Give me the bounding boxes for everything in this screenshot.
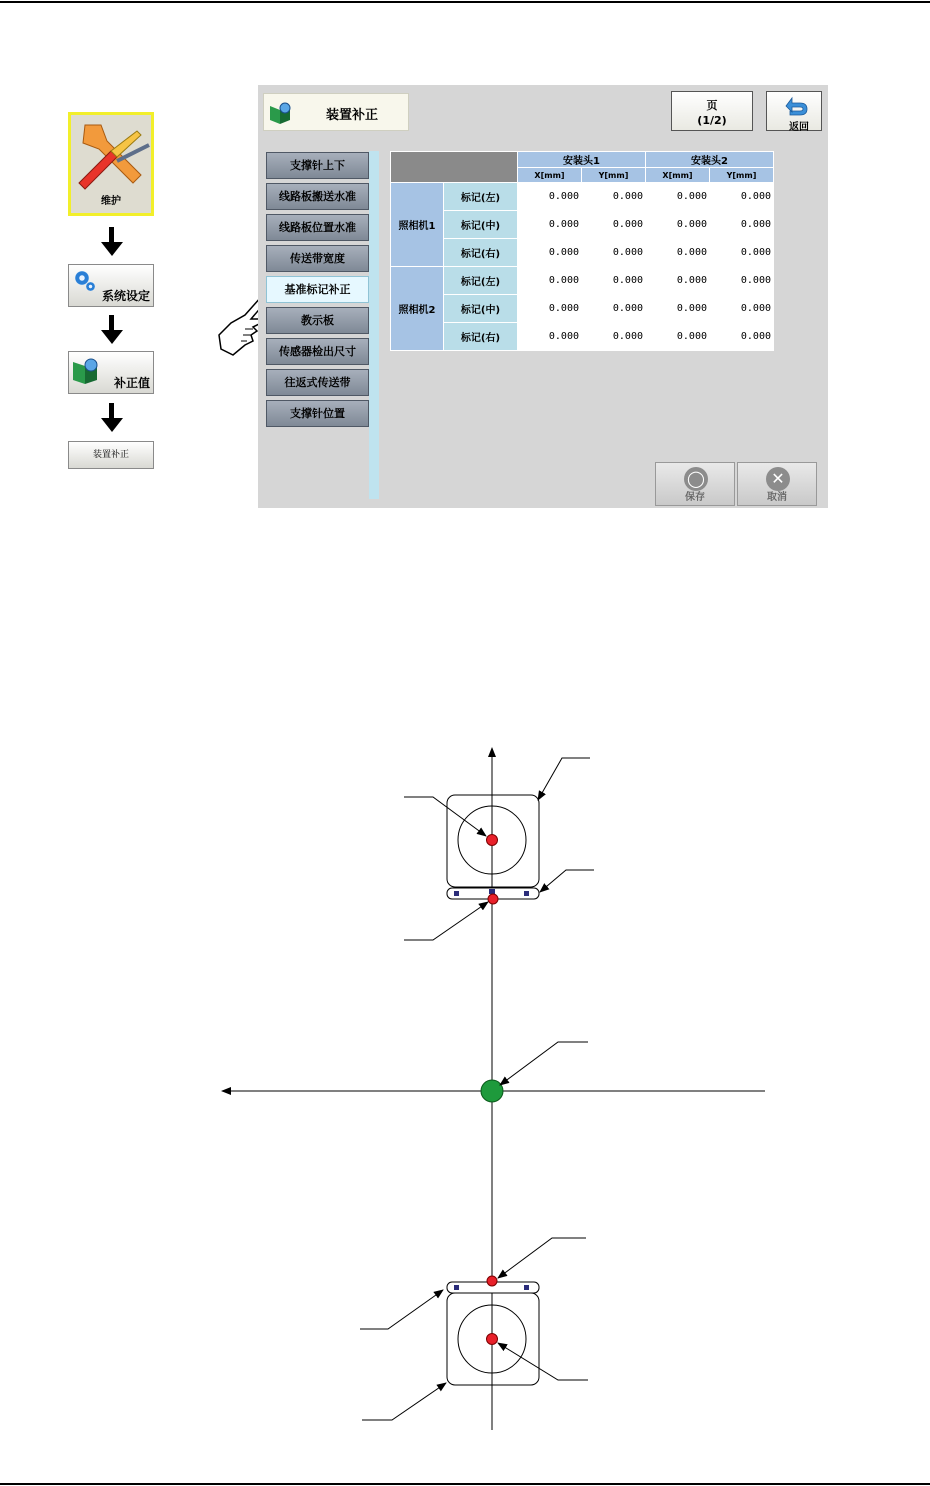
menu-item[interactable]: 线路板搬送水准 xyxy=(266,183,369,210)
value-cell[interactable]: 0.000 xyxy=(646,211,710,239)
column-header: X[mm] xyxy=(646,168,710,183)
page-label: 页 xyxy=(706,99,718,112)
column-header: Y[mm] xyxy=(710,168,774,183)
head2-header: 安装头2 xyxy=(646,152,774,168)
camera1-reference-mark xyxy=(488,894,498,904)
value-cell[interactable]: 0.000 xyxy=(518,323,582,351)
mark-label: 标记(左) xyxy=(444,183,518,211)
value-cell[interactable]: 0.000 xyxy=(710,267,774,295)
camera1-right-mark xyxy=(524,891,529,896)
value-cell[interactable]: 0.000 xyxy=(582,267,646,295)
menu-item[interactable]: 往返式传送带 xyxy=(266,369,369,396)
leader-line xyxy=(538,758,590,800)
back-label: 返回 xyxy=(789,122,809,133)
leader-line xyxy=(404,902,488,940)
value-cell[interactable]: 0.000 xyxy=(518,211,582,239)
save-icon: ◯ xyxy=(684,467,708,491)
value-cell[interactable]: 0.000 xyxy=(646,295,710,323)
camera1-middle-mark xyxy=(489,889,495,894)
value-cell[interactable]: 0.000 xyxy=(582,239,646,267)
screen-title: 装置补正 xyxy=(326,108,379,123)
value-cell[interactable]: 0.000 xyxy=(710,323,774,351)
maintenance-label: 维护 xyxy=(101,196,121,207)
camera2-left-mark xyxy=(454,1285,459,1290)
menu-item[interactable]: 传送带宽度 xyxy=(266,245,369,272)
correction-value-label: 补正值 xyxy=(113,376,150,390)
page-indicator: (1/2) xyxy=(697,114,727,127)
camera1-center-mark xyxy=(487,835,498,846)
value-cell[interactable]: 0.000 xyxy=(582,295,646,323)
device-correction-label: 装置补正 xyxy=(92,450,129,460)
value-cell[interactable]: 0.000 xyxy=(646,239,710,267)
value-cell[interactable]: 0.000 xyxy=(518,239,582,267)
value-cell[interactable]: 0.000 xyxy=(518,183,582,211)
value-cell[interactable]: 0.000 xyxy=(518,267,582,295)
column-header: X[mm] xyxy=(518,168,582,183)
origin-mark xyxy=(481,1080,503,1102)
menu-item[interactable]: 支撑针上下 xyxy=(266,152,369,179)
bottom-rule xyxy=(0,1483,930,1485)
value-cell[interactable]: 0.000 xyxy=(710,183,774,211)
menu-item[interactable]: 基准标记补正 xyxy=(266,276,369,303)
camera1-left-mark xyxy=(454,891,459,896)
value-cell[interactable]: 0.000 xyxy=(710,211,774,239)
value-cell[interactable]: 0.000 xyxy=(710,295,774,323)
camera2-reference-mark xyxy=(487,1276,497,1286)
value-cell[interactable]: 0.000 xyxy=(646,323,710,351)
camera2-right-mark xyxy=(524,1285,529,1290)
value-cell[interactable]: 0.000 xyxy=(582,183,646,211)
column-header: Y[mm] xyxy=(582,168,646,183)
menu-item[interactable]: 支撑针位置 xyxy=(266,400,369,427)
leader-line xyxy=(500,1042,588,1085)
leader-line xyxy=(360,1290,443,1329)
value-cell[interactable]: 0.000 xyxy=(518,295,582,323)
leader-line xyxy=(498,1343,588,1380)
head1-header: 安装头1 xyxy=(518,152,646,168)
mark-label: 标记(中) xyxy=(444,295,518,323)
mark-label: 标记(右) xyxy=(444,323,518,351)
close-icon: ✕ xyxy=(766,467,790,491)
menu-item[interactable]: 传感器检出尺寸 xyxy=(266,338,369,365)
mark-label: 标记(中) xyxy=(444,211,518,239)
value-cell[interactable]: 0.000 xyxy=(646,267,710,295)
value-cell[interactable]: 0.000 xyxy=(582,211,646,239)
leader-line xyxy=(498,1238,586,1278)
value-cell[interactable]: 0.000 xyxy=(582,323,646,351)
menu-item[interactable]: 教示板 xyxy=(266,307,369,334)
camera1-label: 照相机1 xyxy=(391,183,444,267)
mark-label: 标记(右) xyxy=(444,239,518,267)
value-cell[interactable]: 0.000 xyxy=(710,239,774,267)
cancel-label: 取消 xyxy=(767,492,787,503)
leader-line xyxy=(362,1383,446,1420)
system-settings-label: 系统设定 xyxy=(101,289,150,303)
camera2-center-mark xyxy=(487,1334,498,1345)
save-label: 保存 xyxy=(685,492,705,503)
mark-label: 标记(左) xyxy=(444,267,518,295)
leader-line xyxy=(404,797,486,836)
leader-line xyxy=(540,870,594,892)
camera2-label: 照相机2 xyxy=(391,267,444,351)
menu-item[interactable]: 线路板位置水准 xyxy=(266,214,369,241)
value-cell[interactable]: 0.000 xyxy=(646,183,710,211)
